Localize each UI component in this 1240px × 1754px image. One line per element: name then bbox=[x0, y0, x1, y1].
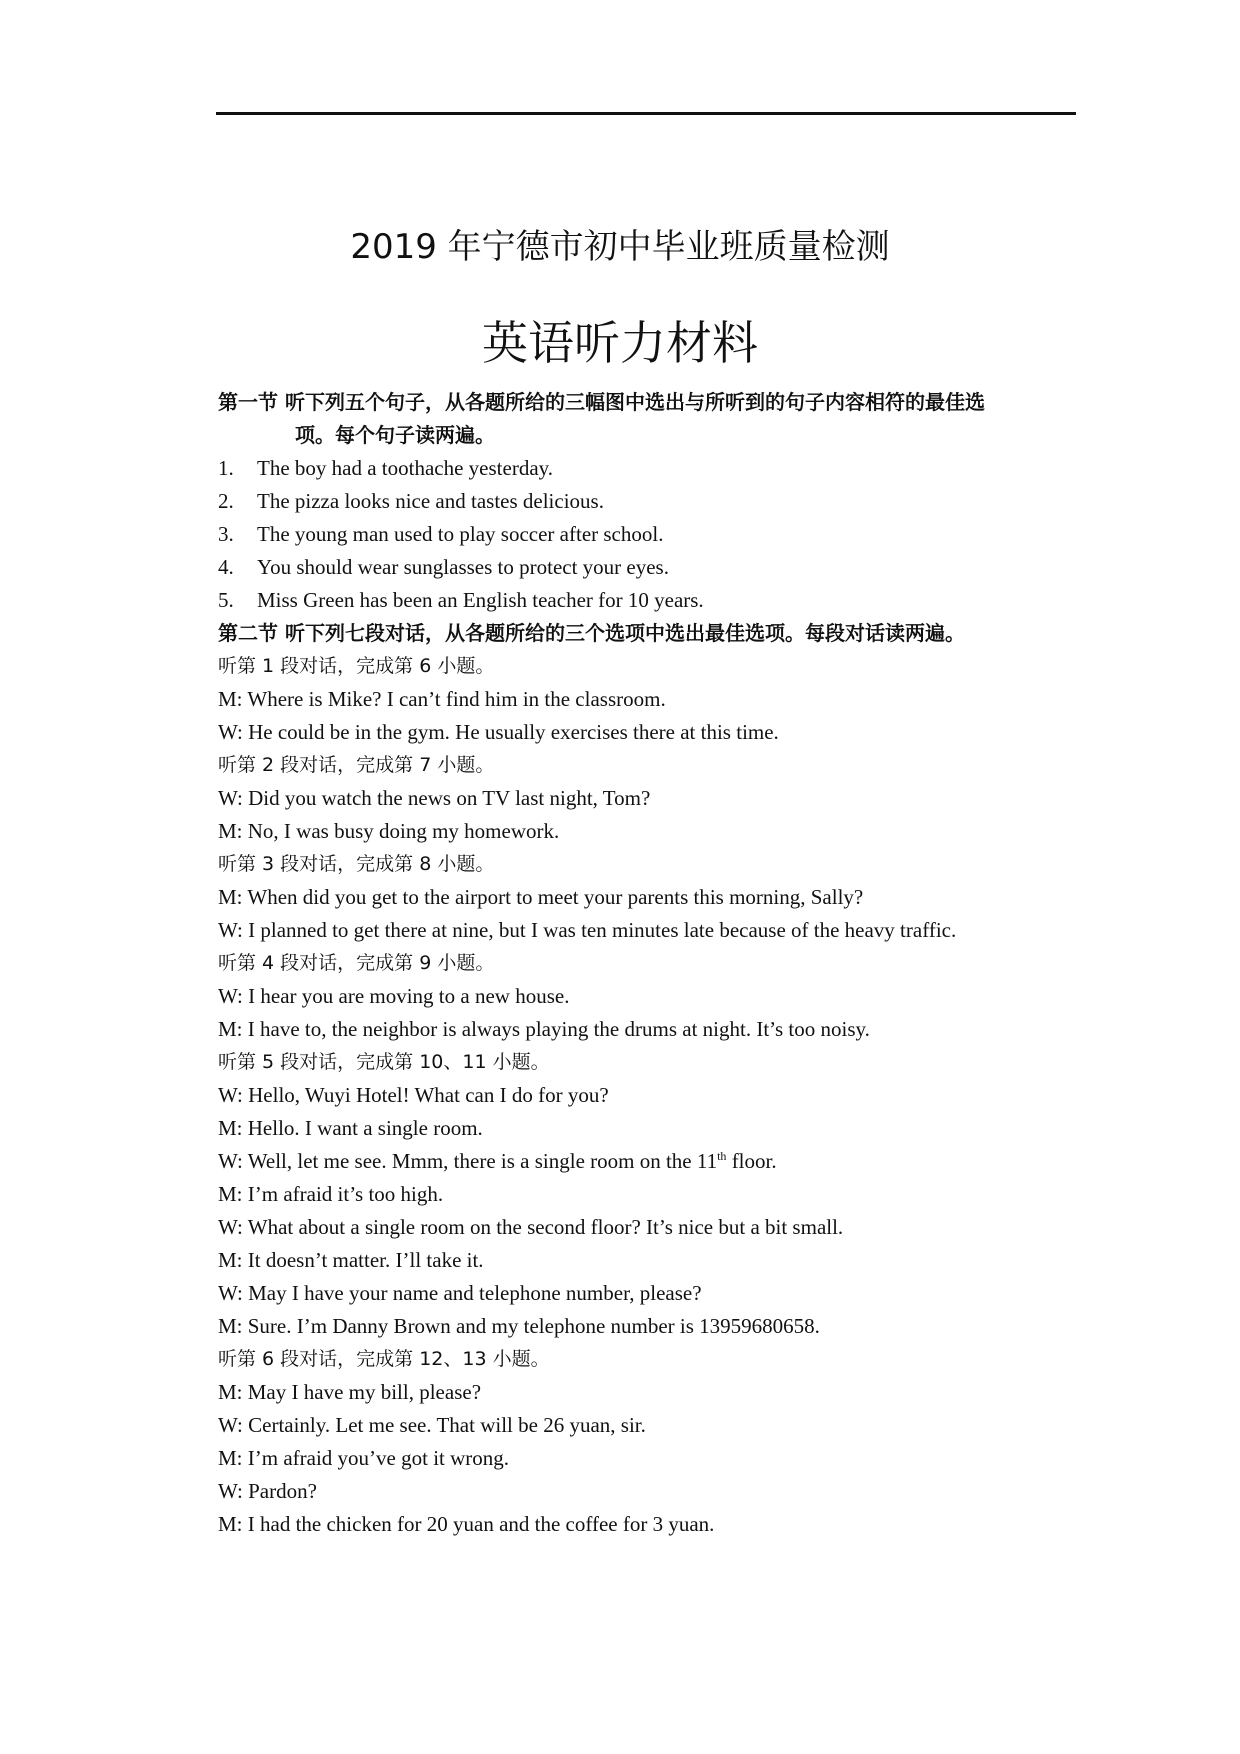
dialogue-line: M: Where is Mike? I can’t find him in the classroom. bbox=[218, 687, 666, 711]
dialogue-text: floor. bbox=[726, 1149, 777, 1173]
list-item bbox=[218, 518, 1076, 551]
item-number: 5. bbox=[218, 588, 234, 612]
exam-title: 2019 年宁德市初中毕业班质量检测 bbox=[350, 227, 890, 267]
item-text: You should wear sunglasses to protect your eyes. bbox=[257, 555, 669, 579]
list-item bbox=[218, 584, 1076, 617]
dialogue-line: M: Hello. I want a single room. bbox=[218, 1116, 483, 1140]
dialogue-text: W: Well, let me see. Mmm, there is a single room on the 11 bbox=[218, 1149, 718, 1173]
item-number: 1. bbox=[218, 456, 234, 480]
dialogue-line: M: I had the chicken for 20 yuan and the coffee for 3 yuan. bbox=[218, 1512, 715, 1536]
dialogue-intro: 听第 2 段对话，完成第 7 小题。 bbox=[218, 754, 495, 776]
dialogue-line bbox=[218, 1145, 1076, 1178]
dialogue-line: W: He could be in the gym. He usually exercises there at this time. bbox=[218, 720, 779, 744]
dialogue-line: M: No, I was busy doing my homework. bbox=[218, 819, 560, 843]
item-number: 4. bbox=[218, 555, 234, 579]
dialogue-line: M: It doesn’t matter. I’ll take it. bbox=[218, 1248, 484, 1272]
dialogue-line: W: I hear you are moving to a new house. bbox=[218, 984, 570, 1008]
dialogue-intro: 听第 5 段对话，完成第 10、11 小题。 bbox=[218, 1051, 550, 1073]
item-number: 3. bbox=[218, 522, 234, 546]
list-item bbox=[218, 485, 1076, 518]
dialogue-line: M: I’m afraid it’s too high. bbox=[218, 1182, 444, 1206]
list-item bbox=[218, 452, 1076, 485]
dialogue-line: M: May I have my bill, please? bbox=[218, 1380, 482, 1404]
dialogue-line: M: When did you get to the airport to meet your parents this morning, Sally? bbox=[218, 885, 864, 909]
dialogue-intro: 听第 6 段对话，完成第 12、13 小题。 bbox=[218, 1348, 550, 1370]
dialogue-line: M: Sure. I’m Danny Brown and my telephone number is 13959680658. bbox=[218, 1314, 820, 1338]
dialogue-line: W: Certainly. Let me see. That will be 26 yuan, sir. bbox=[218, 1413, 646, 1437]
dialogue-line: M: I’m afraid you’ve got it wrong. bbox=[218, 1446, 510, 1470]
dialogue-line: W: Did you watch the news on TV last night, Tom? bbox=[218, 786, 651, 810]
dialogue-line: M: I have to, the neighbor is always playing the drums at night. It’s too noisy. bbox=[218, 1017, 870, 1041]
dialogue-line: W: I planned to get there at nine, but I was ten minutes late because of the heavy traffic. bbox=[218, 918, 957, 942]
dialogue-intro: 听第 4 段对话，完成第 9 小题。 bbox=[218, 952, 495, 974]
ordinal-suffix: th bbox=[717, 1149, 727, 1163]
dialogue-line: W: Pardon? bbox=[218, 1479, 317, 1503]
header-rule bbox=[216, 112, 1076, 115]
item-number: 2. bbox=[218, 489, 234, 513]
section1-heading-line1: 第一节 听下列五个句子，从各题所给的三幅图中选出与所听到的句子内容相符的最佳选 bbox=[218, 390, 985, 414]
list-item bbox=[218, 551, 1076, 584]
item-text: The young man used to play soccer after school. bbox=[257, 522, 664, 546]
section2-heading: 第二节 听下列七段对话，从各题所给的三个选项中选出最佳选项。每段对话读两遍。 bbox=[218, 621, 965, 645]
dialogue-intro: 听第 1 段对话，完成第 6 小题。 bbox=[218, 655, 495, 677]
section1-heading bbox=[218, 386, 1076, 452]
document-body bbox=[218, 386, 1076, 1541]
item-text: Miss Green has been an English teacher for 10 years. bbox=[257, 588, 704, 612]
dialogue-line: W: What about a single room on the second floor? It’s nice but a bit small. bbox=[218, 1215, 844, 1239]
document-subtitle: 英语听力材料 bbox=[482, 316, 758, 370]
section1-heading-line2: 项。每个句子读两遍。 bbox=[295, 423, 495, 447]
item-text: The boy had a toothache yesterday. bbox=[257, 456, 554, 480]
dialogue-line: W: Hello, Wuyi Hotel! What can I do for you? bbox=[218, 1083, 609, 1107]
item-text: The pizza looks nice and tastes delicious. bbox=[257, 489, 604, 513]
dialogue-line: W: May I have your name and telephone number, please? bbox=[218, 1281, 702, 1305]
dialogue-intro: 听第 3 段对话，完成第 8 小题。 bbox=[218, 853, 495, 875]
